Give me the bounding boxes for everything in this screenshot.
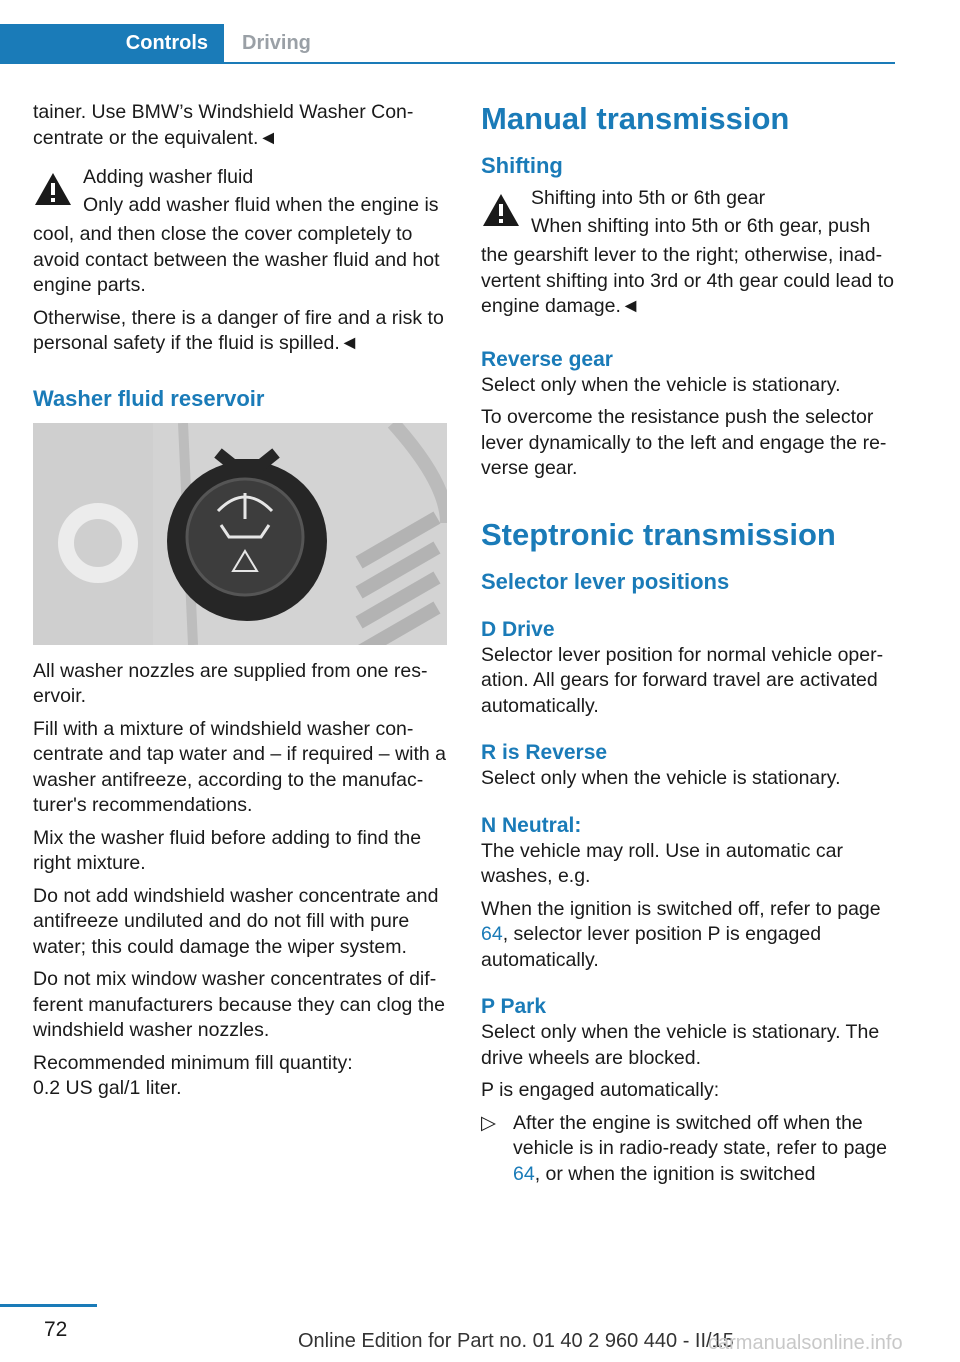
reverse-paragraph-2: To overcome the resistance push the selector lever dynamically to the left and engage the reverse gear. bbox=[481, 406, 887, 479]
heading-n-neutral: N Neutral: bbox=[481, 813, 582, 837]
heading-reverse-gear: Reverse gear bbox=[481, 347, 613, 371]
bullet-text-a: After the engine is switched off when the vehicle is in radio-ready state, refer to page bbox=[513, 1111, 887, 1159]
neutral-paragraph-2 bbox=[481, 897, 897, 974]
warning-title: Adding washer fluid bbox=[83, 166, 254, 188]
park-paragraph-1: Select only when the vehicle is stationary. The drive wheels are blocked. bbox=[481, 1021, 880, 1069]
right-column bbox=[481, 100, 897, 1194]
reservoir-paragraph-3: Mix the washer fluid before adding to find the right mixture. bbox=[33, 826, 422, 874]
warning-line1: When shifting into 5th or 6th gear, push bbox=[531, 214, 871, 237]
fill-quantity-value: 0.2 US gal/1 liter. bbox=[33, 1077, 182, 1099]
reservoir-paragraph-5: Do not mix window washer concentrates of different manufacturers because they can clog the windshield washer nozzles. bbox=[33, 968, 445, 1041]
bullet-text-b: , or when the ignition is switched bbox=[534, 1162, 816, 1185]
heading-p-park: P Park bbox=[481, 995, 546, 1018]
warning-triangle-icon bbox=[33, 171, 73, 207]
reservoir-paragraph-4: Do not add windshield washer concentrate and antifreeze undiluted and do not fill with pure water; this could damage the wiper system. bbox=[33, 884, 439, 958]
shifting-warning bbox=[481, 186, 897, 320]
drive-paragraph: Selector lever position for normal vehicle operation. All gears for forward travel are activated automatically. bbox=[481, 643, 884, 717]
bullet-arrow-icon: ▷ bbox=[481, 1111, 496, 1134]
warning-triangle-icon bbox=[481, 192, 521, 228]
washer-fluid-warning bbox=[33, 165, 453, 357]
reservoir-paragraph-1: All washer nozzles are supplied from one reservoir. bbox=[33, 659, 428, 707]
neutral-section bbox=[481, 812, 897, 974]
fill-quantity-label: Recommended minimum fill quantity: bbox=[33, 1051, 353, 1074]
reservoir-paragraph-2: Fill with a mixture of windshield washer concentrate and tap water and – if required – with a washer antifreeze, according to the manufacturer's recommendations. bbox=[33, 717, 447, 816]
warning-text-2: Otherwise, there is a danger of fire and a risk to personal safety if the fluid is spilled.◄ bbox=[33, 306, 444, 354]
park-section bbox=[481, 993, 897, 1187]
heading-steptronic-transmission: Steptronic transmission bbox=[481, 516, 836, 552]
page-link-64[interactable]: 64 bbox=[481, 923, 503, 945]
section-heading-washer-reservoir: Washer fluid reservoir bbox=[33, 385, 265, 411]
page-link-64[interactable]: 64 bbox=[513, 1162, 535, 1185]
watermark: carmanualsonline.info bbox=[708, 1332, 903, 1354]
neutral-paragraph-1: The vehicle may roll. Use in automatic car washes, e.g. bbox=[481, 839, 843, 887]
warning-text: cool, and then close the cover completely to avoid contact between the washer fluid and hot engine parts. bbox=[33, 223, 440, 296]
heading-selector-lever-positions: Selector lever positions bbox=[481, 568, 730, 594]
washer-fluid-reservoir-photo bbox=[33, 423, 447, 645]
list-item bbox=[481, 1111, 897, 1188]
drive-section bbox=[481, 616, 897, 720]
heading-manual-transmission: Manual transmission bbox=[481, 101, 790, 136]
footer-rule bbox=[0, 1304, 97, 1307]
neutral-text-a: When the ignition is switched off, refer to page bbox=[481, 897, 881, 920]
tab-controls-label: Controls bbox=[125, 32, 208, 54]
tab-driving[interactable]: Driving bbox=[242, 32, 311, 54]
rev-paragraph: Select only when the vehicle is stationary. bbox=[481, 767, 841, 789]
left-column bbox=[33, 100, 453, 1102]
reverse-section bbox=[481, 739, 897, 792]
warning-title: Shifting into 5th or 6th gear bbox=[531, 187, 766, 209]
neutral-text-b: , selector lever position P is engaged automatically. bbox=[481, 923, 822, 971]
page-number: 72 bbox=[44, 1318, 68, 1341]
chapter-tab-bar bbox=[0, 24, 895, 64]
reverse-paragraph-1: Select only when the vehicle is stationary. bbox=[481, 373, 841, 396]
heading-d-drive: D Drive bbox=[481, 617, 555, 641]
fill-quantity bbox=[33, 1051, 453, 1102]
warning-line1: Only add washer fluid when the engine is bbox=[83, 193, 439, 216]
continued-paragraph: tainer. Use BMW’s Windshield Washer Concentrate or the equivalent.◄ bbox=[33, 101, 414, 149]
footer-edition: Online Edition for Part no. 01 40 2 960 440 - II/15 bbox=[298, 1330, 734, 1352]
park-paragraph-2: P is engaged automatically: bbox=[481, 1079, 720, 1101]
warning-text: the gearshift lever to the right; otherwise, inadvertent shifting into 3rd or 4th gear could lead to engine damage.◄ bbox=[481, 244, 895, 317]
heading-r-reverse: R is Reverse bbox=[481, 741, 608, 764]
reverse-gear-section bbox=[481, 346, 897, 482]
tab-controls[interactable] bbox=[0, 24, 224, 62]
heading-shifting: Shifting bbox=[481, 153, 563, 178]
